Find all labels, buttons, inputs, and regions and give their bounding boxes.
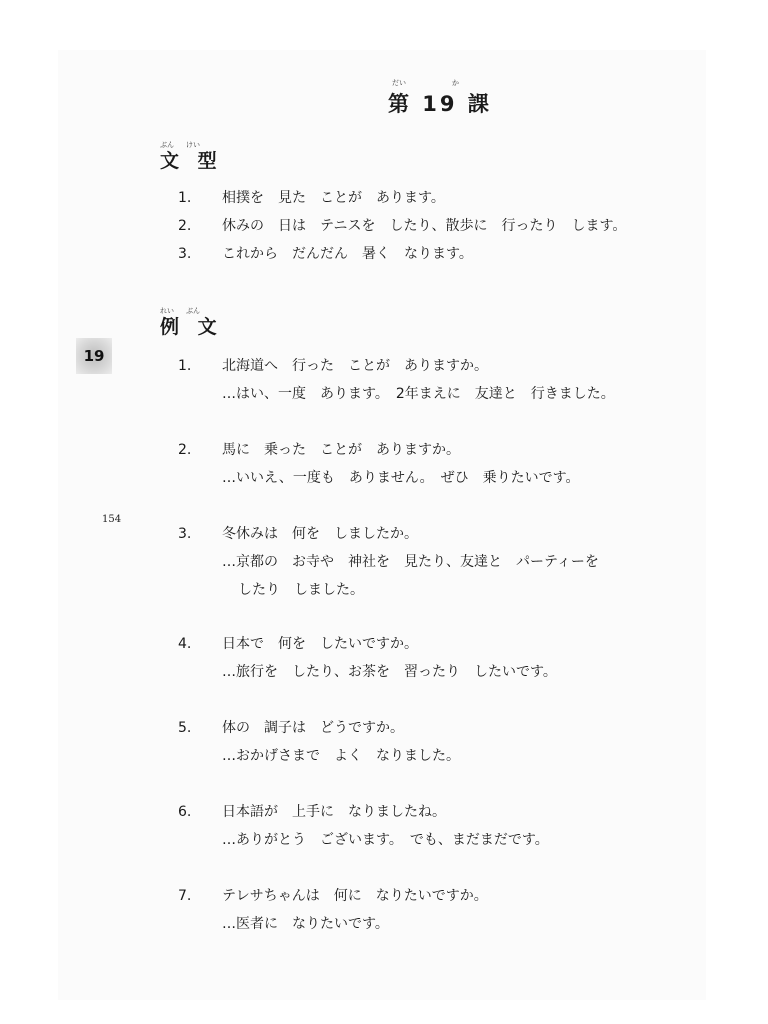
item-answer-continued: したり しました。 [238,582,364,598]
sentence-patterns-ruby-kei: けい [186,141,200,149]
item-number: 6. [178,804,192,820]
example-sentences-ruby-bun: ぶん [186,307,200,315]
sentence-pattern-item [178,240,473,268]
item-number: 3. [178,246,192,262]
lesson-title-ruby-ka: か [452,79,459,87]
item-question: 日本語が 上手に なりましたね。 [222,804,446,820]
lesson-title: 第 19 課 [388,92,492,116]
page-number: 154 [102,514,122,525]
example-item [178,798,549,854]
item-answer: …いいえ、一度も ありません。 ぜひ 乗りたいです。 [222,470,580,486]
example-item [178,520,599,604]
item-text: 相撲を 見た ことが あります。 [222,190,445,206]
item-answer: …おかげさまで よく なりました。 [222,748,460,764]
item-number: 2. [178,218,192,234]
sentence-pattern-item [178,184,445,212]
item-number: 4. [178,636,192,652]
item-question: 日本で 何を したいですか。 [222,636,418,652]
item-question: テレサちゃんは 何に なりたいですか。 [222,888,488,904]
item-answer: …旅行を したり、お茶を 習ったり したいです。 [222,664,557,680]
example-item [178,882,488,938]
item-number: 2. [178,442,192,458]
item-question: 馬に 乗った ことが ありますか。 [222,442,460,458]
item-question: 体の 調子は どうですか。 [222,720,404,736]
item-answer: …京都の お寺や 神社を 見たり、友達と パーティーを [222,554,599,570]
item-text: これから だんだん 暑く なります。 [222,246,473,262]
example-item [178,714,460,770]
example-item [178,630,557,686]
lesson-title-ruby-dai: だい [392,79,406,87]
item-answer: …はい、一度 あります。 2年まえに 友達と 行きました。 [222,386,615,402]
item-number: 1. [178,358,192,374]
example-item [178,352,615,408]
sentence-patterns-ruby-bun: ぶん [160,141,174,149]
item-answer: …医者に なりたいです。 [222,916,389,932]
item-number: 1. [178,190,192,206]
example-sentences-ruby-rei: れい [160,307,174,315]
item-answer: …ありがとう ございます。 でも、まだまだです。 [222,832,549,848]
item-number: 5. [178,720,192,736]
example-item [178,436,580,492]
item-text: 休みの 日は テニスを したり、散歩に 行ったり します。 [222,218,627,234]
item-number: 7. [178,888,192,904]
sentence-pattern-item [178,212,626,240]
sentence-patterns-heading: 文 型 [160,150,223,172]
chapter-tab-badge: 19 [76,338,112,374]
example-sentences-heading: 例 文 [160,316,223,338]
item-question: 冬休みは 何を しましたか。 [222,526,418,542]
item-number: 3. [178,526,192,542]
item-question: 北海道へ 行った ことが ありますか。 [222,358,488,374]
